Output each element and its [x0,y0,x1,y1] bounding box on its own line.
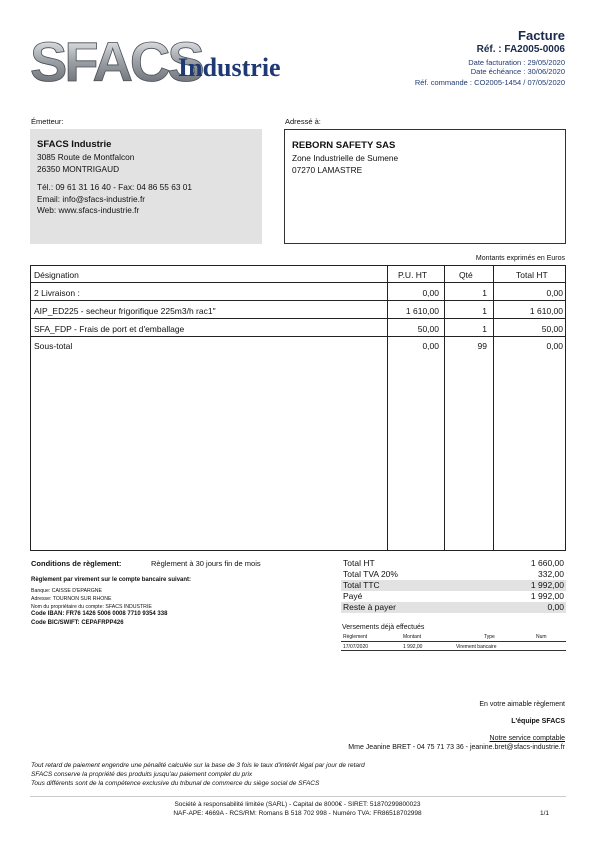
header-total: Total HT [516,270,548,280]
emetteur-city: 26350 MONTRIGAUD [37,163,120,174]
footer-divider [30,796,566,797]
subtotal-qty: 99 [477,341,487,351]
bank-address: Adresse: TOURNON SUR RHONE [31,596,112,602]
legal-line: SFACS conserve la propriété des produits jusqu'au paiement complet du prix [31,771,253,778]
total-value: 332,00 [538,569,564,579]
row-pu: 1 610,00 [405,306,439,316]
footer-line-2: NAF-APE: 4669A - RCS/RM: Romans B 518 702 998 - Numéro TVA: FR86518702998 [173,810,422,817]
emetteur-box [30,129,262,244]
legal-line: Tout retard de paiement engendre une pénalité calculée sur la base de 3 fois le taux d'intérêt légal par jour de retard [31,762,365,769]
total-label: Total HT [343,558,375,568]
virement-title: Règlement par virement sur le compte bancaire suivant: [31,577,192,583]
destinataire-address: Zone Industrielle de Sumene [292,153,399,163]
destinataire-name: REBORN SAFETY SAS [292,140,396,151]
invoice-title: Facture [518,28,565,43]
destinataire-box [284,129,566,244]
total-label: Total TVA 20% [343,569,398,579]
row-designation: 2 Livraison : [34,288,80,298]
subtotal-total: 0,00 [546,341,563,351]
invoice-ref: Réf. : FA2005-0006 [476,44,565,55]
header-qty: Qté [459,270,473,280]
total-value: 1 660,00 [530,558,564,568]
emetteur-address: 3085 Route de Montfalcon [37,152,135,162]
legal-line: Tous différents sont de la compétence exclusive du tribunal de commerce du siège social de SFACS [31,780,320,787]
footer-line-1: Société à responsabilité limitée (SARL) - Capital de 8000€ - SIRET: 51870299800023 [174,801,421,808]
currency-note: Montants exprimés en Euros [475,255,565,262]
total-value: 0,00 [547,602,564,612]
total-ht-row [341,558,566,569]
payment-date: 17/07/2020 [343,644,369,650]
date-echeance: Date échéance : 30/06/2020 [470,67,565,76]
conditions-value: Règlement à 30 jours fin de mois [151,559,261,568]
bank-iban: Code IBAN: FR76 1426 5006 0008 7710 9354 338 [31,611,168,617]
row-total: 0,00 [546,288,563,298]
row-designation: SFA_FDP - Frais de port et d'emballage [34,324,185,334]
date-facturation: Date facturation : 29/05/2020 [468,58,565,67]
total-label: Total TTC [343,580,380,590]
svg-text:SFACS: SFACS [30,33,202,89]
bank-owner: Nom du propriétaire du compte: SFACS INDUSTRIE [31,604,152,610]
payments-header: Type [484,634,495,640]
paid-row [341,591,566,602]
emetteur-label: Émetteur: [31,117,64,126]
row-pu: 0,00 [422,288,439,298]
items-table [30,265,566,551]
bank-name: Banque: CAISSE D'EPARGNE [31,588,102,594]
total-value: 1 992,00 [530,591,564,601]
row-pu: 50,00 [417,324,439,334]
row-total: 1 610,00 [529,306,563,316]
remaining-row [341,602,566,613]
contact-line: Mme Jeanine BRET - 04 75 71 73 36 - jeanine.bret@sfacs-industrie.fr [348,744,565,751]
total-ttc-row [341,580,566,591]
ref-commande: Réf. commande : CO2005-1454 / 07/05/2020 [414,78,565,87]
total-label: Reste à payer [343,602,396,612]
payment-type: Virement bancaire [456,644,497,650]
payments-header: Montant [403,634,422,640]
conditions-label: Conditions de règlement: [31,559,122,568]
team-name: L'équipe SFACS [511,718,565,725]
bank-bic: Code BIC/SWIFT: CEPAFRPP426 [31,620,124,626]
destinataire-label: Adressé à: [285,117,321,126]
emetteur-web: Web: www.sfacs-industrie.fr [37,205,140,215]
payments-title: Versements déjà effectués [342,624,425,631]
subtotal-pu: 0,00 [422,341,439,351]
subtotal-label: Sous-total [34,341,73,351]
destinataire-city: 07270 LAMASTRE [292,164,363,175]
emetteur-name: SFACS Industrie [37,139,112,150]
total-label: Payé [343,591,363,601]
total-tva-row [341,569,566,580]
header-designation: Désignation [34,270,79,280]
total-value: 1 992,00 [530,580,564,590]
row-qty: 1 [482,324,487,334]
logo-subtitle: Industrie [178,53,281,82]
payments-header: Num [536,634,547,640]
payments-header: Règlement [343,634,368,640]
page-number: 1/1 [539,810,549,817]
row-total: 50,00 [541,324,563,334]
company-logo [30,33,315,89]
header-pu: P.U. HT [398,270,428,280]
payment-amount: 1 992,00 [403,644,423,650]
row-qty: 1 [482,288,487,298]
row-designation: AIP_ED225 - secheur frigorifique 225m3/h rac1" [34,306,216,316]
row-qty: 1 [482,306,487,316]
emetteur-email: Email: info@sfacs-industrie.fr [37,193,146,204]
greeting: En votre aimable règlement [479,701,565,708]
accounting-service: Notre service comptable [489,735,565,742]
emetteur-phone: Tél.: 09 61 31 16 40 - Fax: 04 86 55 63 01 [37,182,192,192]
